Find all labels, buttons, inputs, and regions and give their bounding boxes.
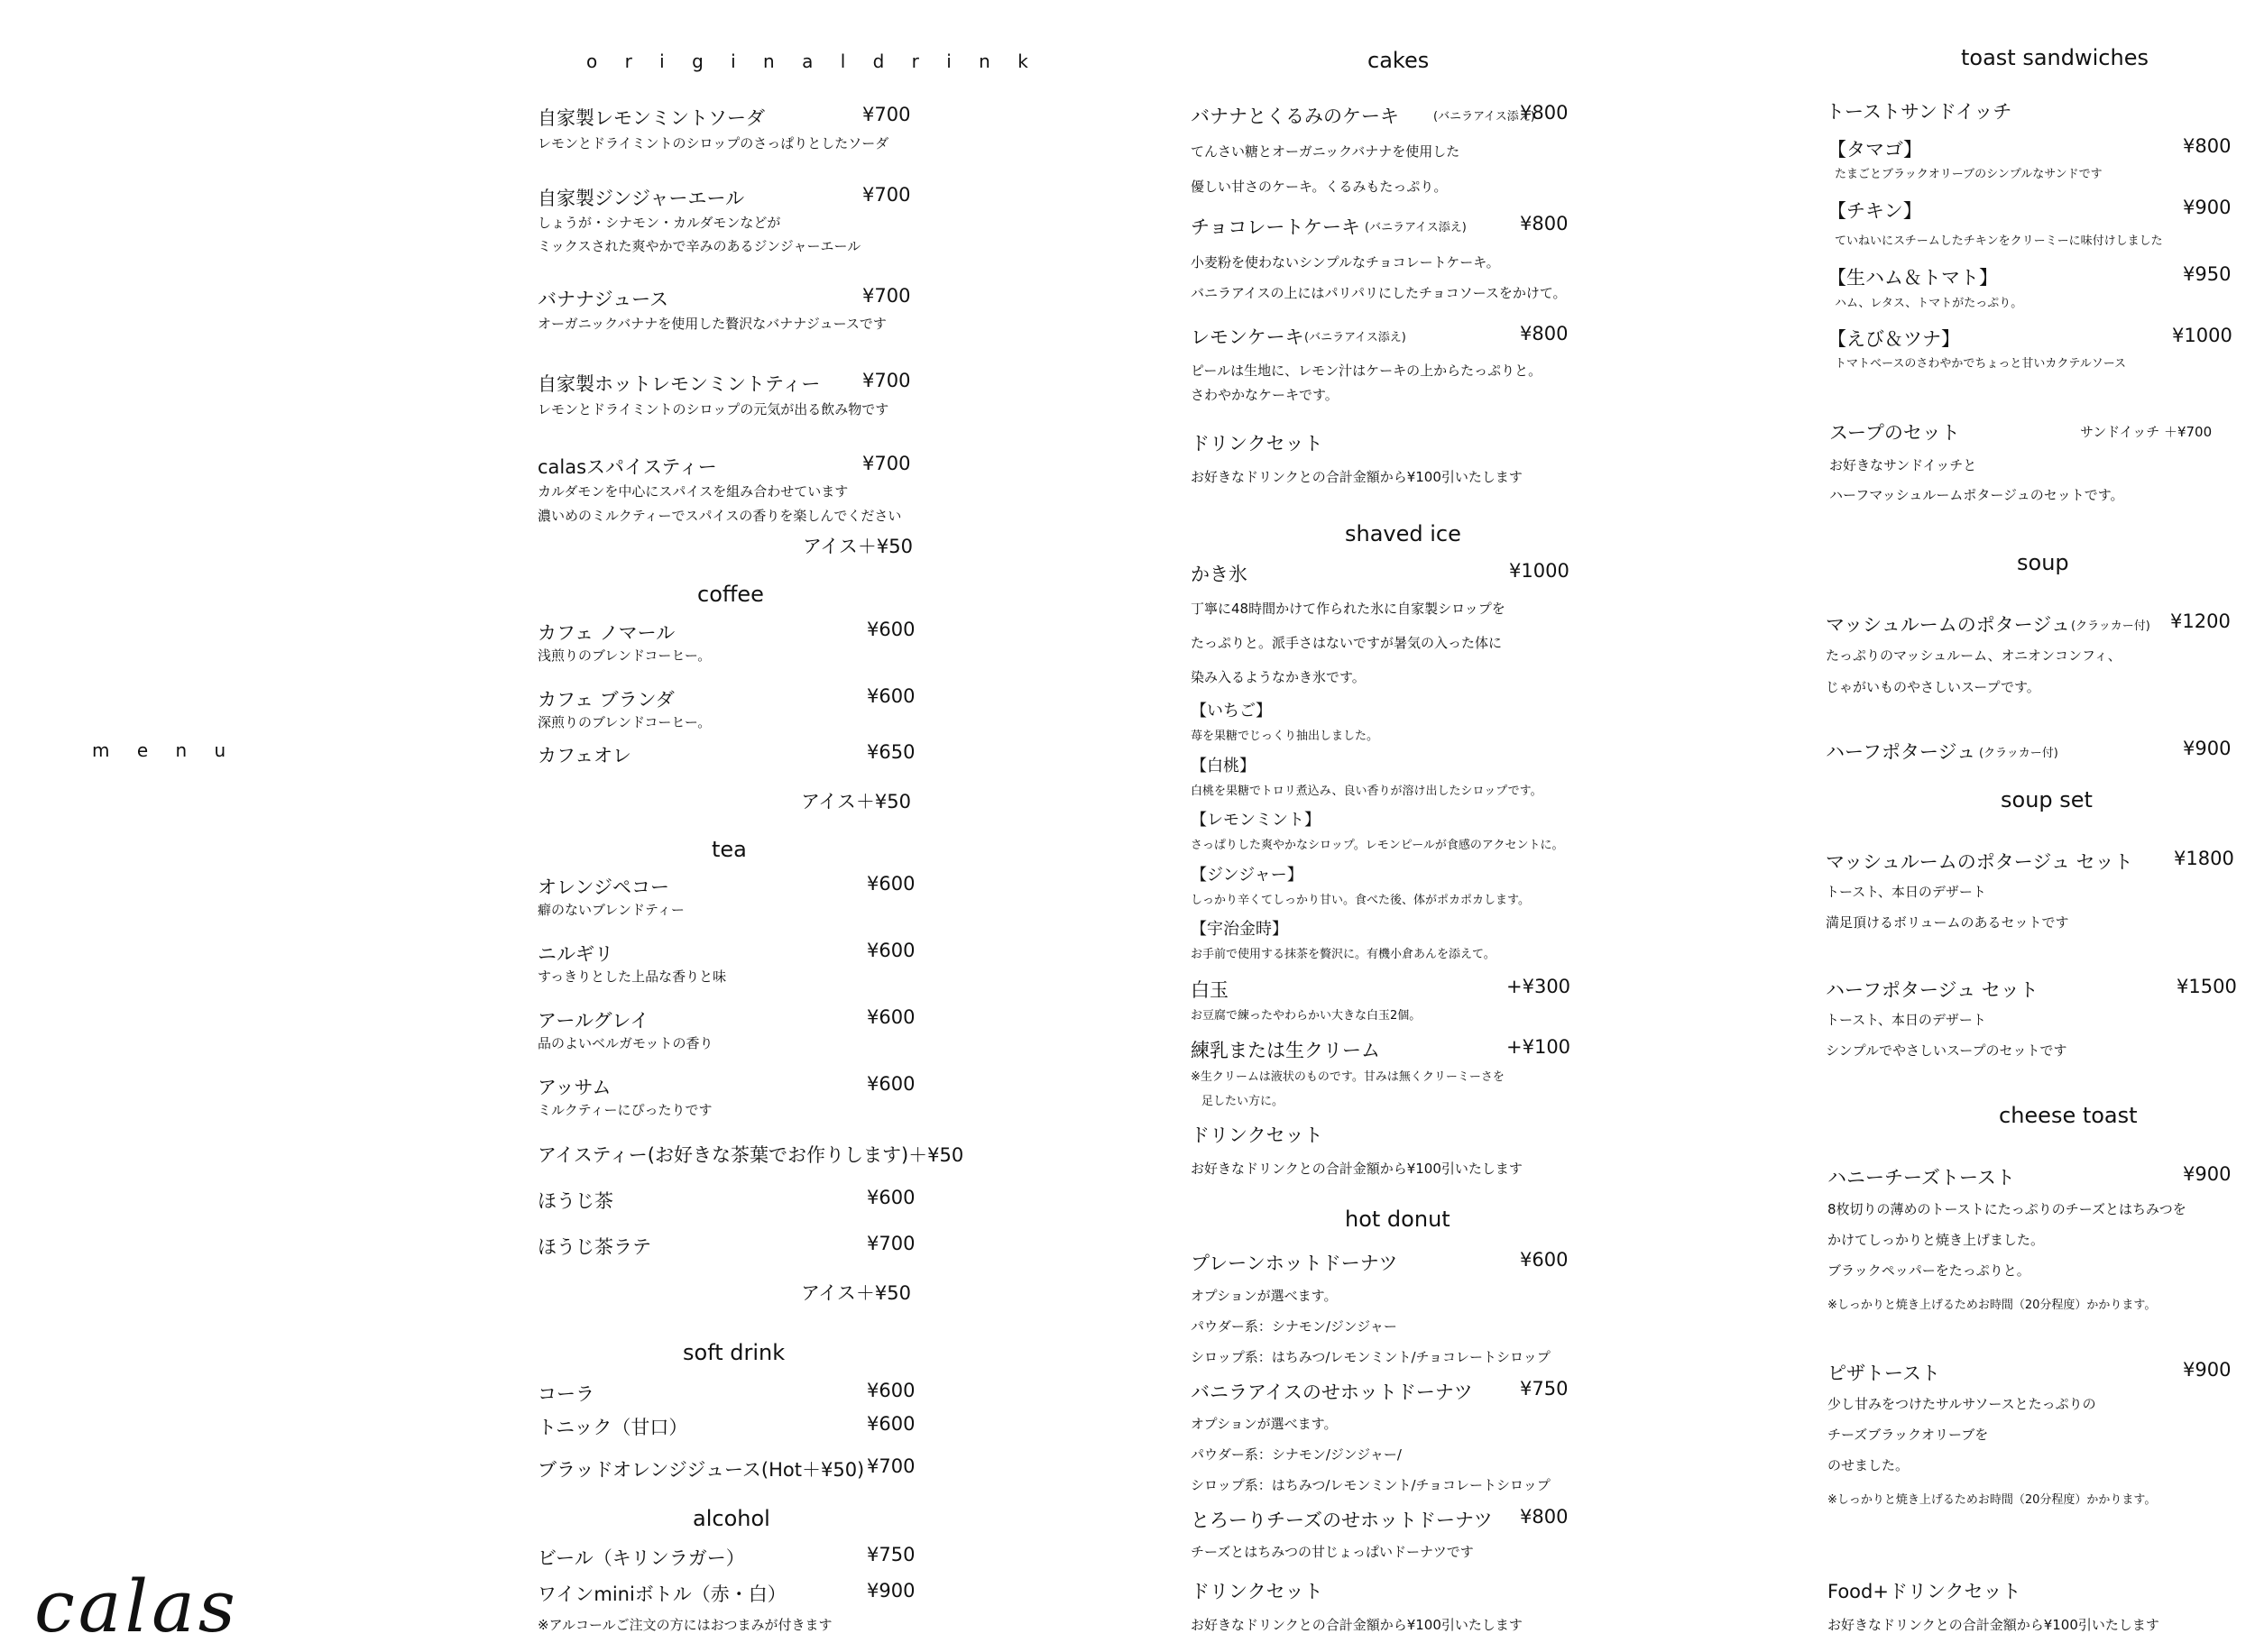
item-price: ¥1800 [2174, 848, 2234, 869]
item-desc: 癖のないブレンドティー [538, 902, 685, 918]
section-title-soft-drink: soft drink [683, 1340, 786, 1365]
flavor-name: 【いちご】 [1191, 702, 1272, 720]
item-desc: お好きなサンドイッチと [1829, 457, 1977, 473]
item-name: カフェ ノマール [538, 622, 676, 644]
item-desc: たまごとブラックオリーブのシンプルなサンドです [1835, 168, 2103, 181]
item-price: ¥900 [2183, 197, 2232, 218]
drink-set-desc: お好きなドリンクとの合計金額から¥100引いたします [1191, 1617, 1523, 1633]
item-sub: (バニラアイス添え) [1304, 331, 1406, 344]
alcohol-note: ※アルコールご注文の方にはおつまみが付きます [538, 1617, 833, 1633]
ice-note: アイス＋¥50 [801, 1282, 911, 1304]
item-name: 【タマゴ】 [1827, 139, 1922, 161]
drink-set-desc: お好きなドリンクとの合計金額から¥100引いたします [1191, 469, 1523, 485]
item-note: ※しっかりと焼き上げるためお時間（20分程度）かかります。 [1827, 1299, 2157, 1312]
item-desc: オーガニックバナナを使用した贅沢なバナナジュースです [538, 316, 887, 332]
item-desc: ミルクティーにぴったりです [538, 1102, 713, 1118]
item-name: 自家製ジンジャーエール [538, 188, 745, 209]
item-name: オレンジペコー [538, 876, 669, 898]
flavor-desc: 白桃を果糖でトロリ煮込み、良い香りが溶け出したシロップです。 [1191, 785, 1542, 798]
item-desc: トースト、本日のデザート [1826, 1012, 1986, 1028]
item-desc: すっきりとした上品な香りと味 [538, 968, 727, 985]
item-sub: (クラッカー付) [1979, 747, 2058, 760]
item-desc: 優しい甘さのケーキ。くるみもたっぷり。 [1191, 179, 1448, 195]
item-note: ※しっかりと焼き上げるためお時間（20分程度）かかります。 [1827, 1493, 2157, 1507]
section-title-soup-set: soup set [2001, 787, 2093, 812]
item-name: ほうじ茶 [538, 1190, 613, 1212]
food-set-title: Food+ドリンクセット [1827, 1581, 2021, 1602]
item-price: ¥900 [2183, 1359, 2232, 1381]
item-desc: パウダー系：シナモン/ジンジャー [1191, 1318, 1397, 1335]
item-desc: ハーフマッシュルームポタージュのセットです。 [1829, 487, 2124, 503]
item-desc: シロップ系：はちみつ/レモンミント/チョコレートシロップ [1191, 1477, 1551, 1493]
item-name: 練乳または生クリーム [1191, 1040, 1380, 1061]
menu-label: m e n u [92, 739, 237, 761]
item-desc: ※生クリームは液状のものです。甘みは無くクリーミーさを [1191, 1070, 1505, 1084]
item-name: バニラアイスのせホットドーナツ [1191, 1381, 1473, 1403]
section-title-soup: soup [2017, 550, 2069, 575]
item-price: ¥800 [1520, 323, 1569, 344]
item-desc: じゃがいものやさしいスープです。 [1826, 679, 2040, 695]
item-name: ハーフポタージュ [1826, 741, 1976, 763]
item-price: ¥800 [1520, 213, 1569, 234]
item-sub: (バニラアイス添え) [1433, 110, 1535, 124]
item-desc: オプションが選べます。 [1191, 1416, 1338, 1432]
soup-set-name: スープのセット [1829, 422, 1960, 444]
item-price: ¥900 [867, 1580, 916, 1602]
section-title-toast: toast sandwiches [1961, 45, 2149, 70]
item-desc: 丁寧に48時間かけて作られた氷に自家製シロップを [1191, 601, 1505, 617]
section-subtitle: トーストサンドイッチ [1826, 101, 2012, 123]
item-desc: ていねいにスチームしたチキンをクリーミーに味付けしました [1835, 234, 2163, 248]
item-price: ¥750 [1520, 1378, 1569, 1400]
item-name: ブラッドオレンジジュース(Hot＋¥50) [538, 1459, 865, 1481]
item-name: カフェ ブランダ [538, 689, 675, 711]
flavor-name: 【レモンミント】 [1191, 811, 1321, 830]
item-name: コーラ [538, 1383, 594, 1405]
item-price: ¥800 [1520, 1506, 1569, 1528]
item-price: ¥900 [2183, 1163, 2232, 1185]
item-name: バナナとくるみのケーキ [1191, 106, 1399, 127]
item-price: +¥300 [1506, 976, 1571, 997]
item-desc: 満足頂けるボリュームのあるセットです [1826, 914, 2069, 931]
item-price: ¥600 [867, 1006, 916, 1028]
item-name: 【えび＆ツナ】 [1827, 328, 1960, 350]
item-desc: 濃いめのミルクティーでスパイスの香りを楽しんでください [538, 508, 902, 524]
item-price: ¥1200 [2170, 610, 2231, 632]
item-price: ¥700 [862, 104, 911, 125]
item-desc: ミックスされた爽やかで辛みのあるジンジャーエール [538, 238, 861, 254]
item-sub: (クラッカー付) [2071, 620, 2150, 633]
drink-set-desc: お好きなドリンクとの合計金額から¥100引いたします [1191, 1161, 1523, 1177]
item-name: カフェオレ [538, 745, 631, 766]
section-title-alcohol: alcohol [693, 1506, 770, 1531]
item-price: ¥700 [862, 453, 911, 474]
item-price: ¥600 [867, 1073, 916, 1095]
flavor-name: 【白桃】 [1191, 757, 1256, 776]
item-name: ハーフポタージュ セット [1826, 979, 2039, 1001]
item-price: ¥700 [862, 184, 911, 206]
item-price: ¥750 [867, 1544, 916, 1565]
item-desc: お豆腐で練ったやわらかい大きな白玉2個。 [1191, 1009, 1422, 1023]
item-desc: 8枚切りの薄めのトーストにたっぷりのチーズとはちみつを [1827, 1201, 2186, 1217]
item-desc: かけてしっかりと焼き上げました。 [1827, 1232, 2045, 1248]
flavor-desc: さっぱりした爽やかなシロップ。レモンピールが食感のアクセントに。 [1191, 839, 1564, 852]
item-desc: パウダー系：シナモン/ジンジャー/ [1191, 1446, 1402, 1463]
item-desc: チーズとはちみつの甘じょっぱいドーナツです [1191, 1544, 1474, 1560]
food-set-desc: お好きなドリンクとの合計金額から¥100引いたします [1827, 1617, 2159, 1633]
item-name: 白玉 [1191, 979, 1229, 1001]
item-name: マッシュルームのポタージュ セット [1826, 851, 2133, 873]
item-name: ピザトースト [1827, 1363, 1940, 1384]
item-name: ハニーチーズトースト [1827, 1167, 2015, 1189]
item-name: とろーりチーズのせホットドーナツ [1191, 1510, 1493, 1531]
item-desc: ハム、レタス、トマトがたっぷり。 [1835, 297, 2023, 310]
item-price: ¥700 [862, 370, 911, 391]
item-name: アールグレイ [538, 1010, 649, 1032]
item-name: アッサム [538, 1077, 612, 1098]
item-desc: 足したい方に。 [1201, 1095, 1284, 1108]
item-desc: 小麦粉を使わないシンプルなチョコレートケーキ。 [1191, 254, 1500, 271]
item-price: ¥600 [867, 873, 916, 895]
item-price: +¥100 [1506, 1036, 1571, 1058]
item-desc: てんさい糖とオーガニックバナナを使用した [1191, 143, 1460, 160]
item-name: ワインminiボトル（赤・白） [538, 1583, 787, 1605]
item-price: ¥650 [867, 741, 916, 763]
item-desc: たっぷりのマッシュルーム、オニオンコンフィ、 [1826, 647, 2122, 664]
item-desc: レモンとドライミントのシロップの元気が出る飲み物です [538, 401, 889, 418]
item-name: 自家製ホットレモンミントティー [538, 373, 821, 395]
item-price: ¥600 [867, 1380, 916, 1401]
soup-set-note: サンドイッチ ＋¥700 [2080, 424, 2213, 440]
item-name: レモンケーキ [1191, 326, 1304, 348]
item-name: かき氷 [1191, 564, 1247, 585]
section-title-cakes: cakes [1367, 48, 1430, 73]
item-name: ニルギリ [538, 943, 613, 965]
flavor-desc: お手前で使用する抹茶を贅沢に。有機小倉あんを添えて。 [1191, 948, 1496, 961]
item-name: プレーンホットドーナツ [1191, 1253, 1398, 1274]
item-price: ¥600 [867, 1187, 916, 1208]
drink-set-title: ドリンクセット [1191, 1124, 1323, 1146]
item-desc: 浅煎りのブレンドコーヒー。 [538, 647, 712, 664]
item-desc: 品のよいベルガモットの香り [538, 1035, 713, 1051]
item-price: ¥1500 [2177, 976, 2237, 997]
item-sub: (バニラアイス添え) [1365, 221, 1467, 234]
item-desc: ブラックペッパーをたっぷりと。 [1827, 1262, 2030, 1279]
item-price: ¥600 [867, 619, 916, 640]
flavor-name: 【宇治金時】 [1191, 920, 1288, 939]
drink-set-title: ドリンクセット [1191, 1581, 1323, 1602]
item-name: 【生ハム＆トマト】 [1827, 267, 1998, 289]
item-desc: カルダモンを中心にスパイスを組み合わせています [538, 483, 849, 500]
section-title-shaved-ice: shaved ice [1345, 521, 1461, 546]
item-price: ¥700 [867, 1455, 916, 1477]
item-name: チョコレートケーキ [1191, 216, 1360, 238]
iced-tea: アイスティー(お好きな茶葉でお作りします)＋¥50 [538, 1144, 964, 1166]
item-desc: 深煎りのブレンドコーヒー。 [538, 714, 712, 730]
item-price: ¥600 [867, 1413, 916, 1435]
section-title-original-drink: o r i g i n a l d r i n k [586, 50, 1039, 72]
item-name: 自家製レモンミントソーダ [538, 107, 765, 129]
item-desc: 少し甘みをつけたサルサソースとたっぷりの [1827, 1396, 2096, 1412]
item-name: トニック（甘口） [538, 1417, 688, 1438]
item-desc: トマトベースのさわやかでちょっと甘いカクテルソース [1835, 357, 2127, 371]
item-desc: バニラアイスの上にはパリパリにしたチョコソースをかけて。 [1191, 285, 1567, 301]
section-title-tea: tea [712, 837, 747, 862]
ice-note: アイス＋¥50 [803, 536, 913, 557]
item-price: ¥950 [2183, 263, 2232, 285]
item-price: ¥800 [2183, 135, 2232, 157]
item-price: ¥800 [1520, 102, 1569, 124]
item-desc: チーズブラックオリーブを [1827, 1427, 1989, 1443]
item-desc: さわやかなケーキです。 [1191, 387, 1339, 403]
item-price: ¥900 [2183, 738, 2232, 759]
item-desc: オプションが選べます。 [1191, 1288, 1338, 1304]
item-price: ¥600 [867, 685, 916, 707]
item-desc: レモンとドライミントのシロップのさっぱりとしたソーダ [538, 135, 889, 151]
flavor-desc: 苺を果糖でじっくり抽出しました。 [1191, 730, 1379, 743]
item-price: ¥600 [1520, 1249, 1569, 1271]
drink-set-title: ドリンクセット [1191, 433, 1323, 454]
item-desc: たっぷりと。派手さはないですが暑気の入った体に [1191, 635, 1503, 651]
item-desc: シンプルでやさしいスープのセットです [1826, 1042, 2067, 1059]
item-desc: ピールは生地に、レモン汁はケーキの上からたっぷりと。 [1191, 363, 1542, 379]
section-title-hot-donut: hot donut [1345, 1207, 1450, 1232]
item-desc: トースト、本日のデザート [1826, 884, 1986, 900]
section-title-cheese-toast: cheese toast [1999, 1103, 2138, 1128]
item-price: ¥1000 [2172, 325, 2232, 346]
flavor-name: 【ジンジャー】 [1191, 866, 1303, 885]
item-price: ¥700 [862, 285, 911, 307]
section-title-coffee: coffee [697, 582, 764, 607]
item-desc: シロップ系：はちみつ/レモンミント/チョコレートシロップ [1191, 1349, 1551, 1365]
item-desc: のせました。 [1827, 1457, 1910, 1473]
item-name: ほうじ茶ラテ [538, 1236, 651, 1258]
item-name: calasスパイスティー [538, 456, 717, 478]
item-price: ¥700 [867, 1233, 916, 1254]
item-name: 【チキン】 [1827, 200, 1922, 222]
calas-logo: calas [34, 1565, 239, 1648]
item-price: ¥600 [867, 940, 916, 961]
item-desc: しょうが・シナモン・カルダモンなどが [538, 215, 781, 231]
item-desc: 染み入るようなかき氷です。 [1191, 669, 1366, 685]
item-price: ¥1000 [1509, 560, 1569, 582]
item-name: バナナジュース [538, 289, 669, 310]
item-name: マッシュルームのポタージュ [1826, 614, 2070, 636]
item-name: ビール（キリンラガー） [538, 1547, 745, 1569]
ice-note: アイス＋¥50 [801, 791, 911, 812]
flavor-desc: しっかり辛くてしっかり甘い。食べた後、体がポカポカします。 [1191, 894, 1530, 907]
